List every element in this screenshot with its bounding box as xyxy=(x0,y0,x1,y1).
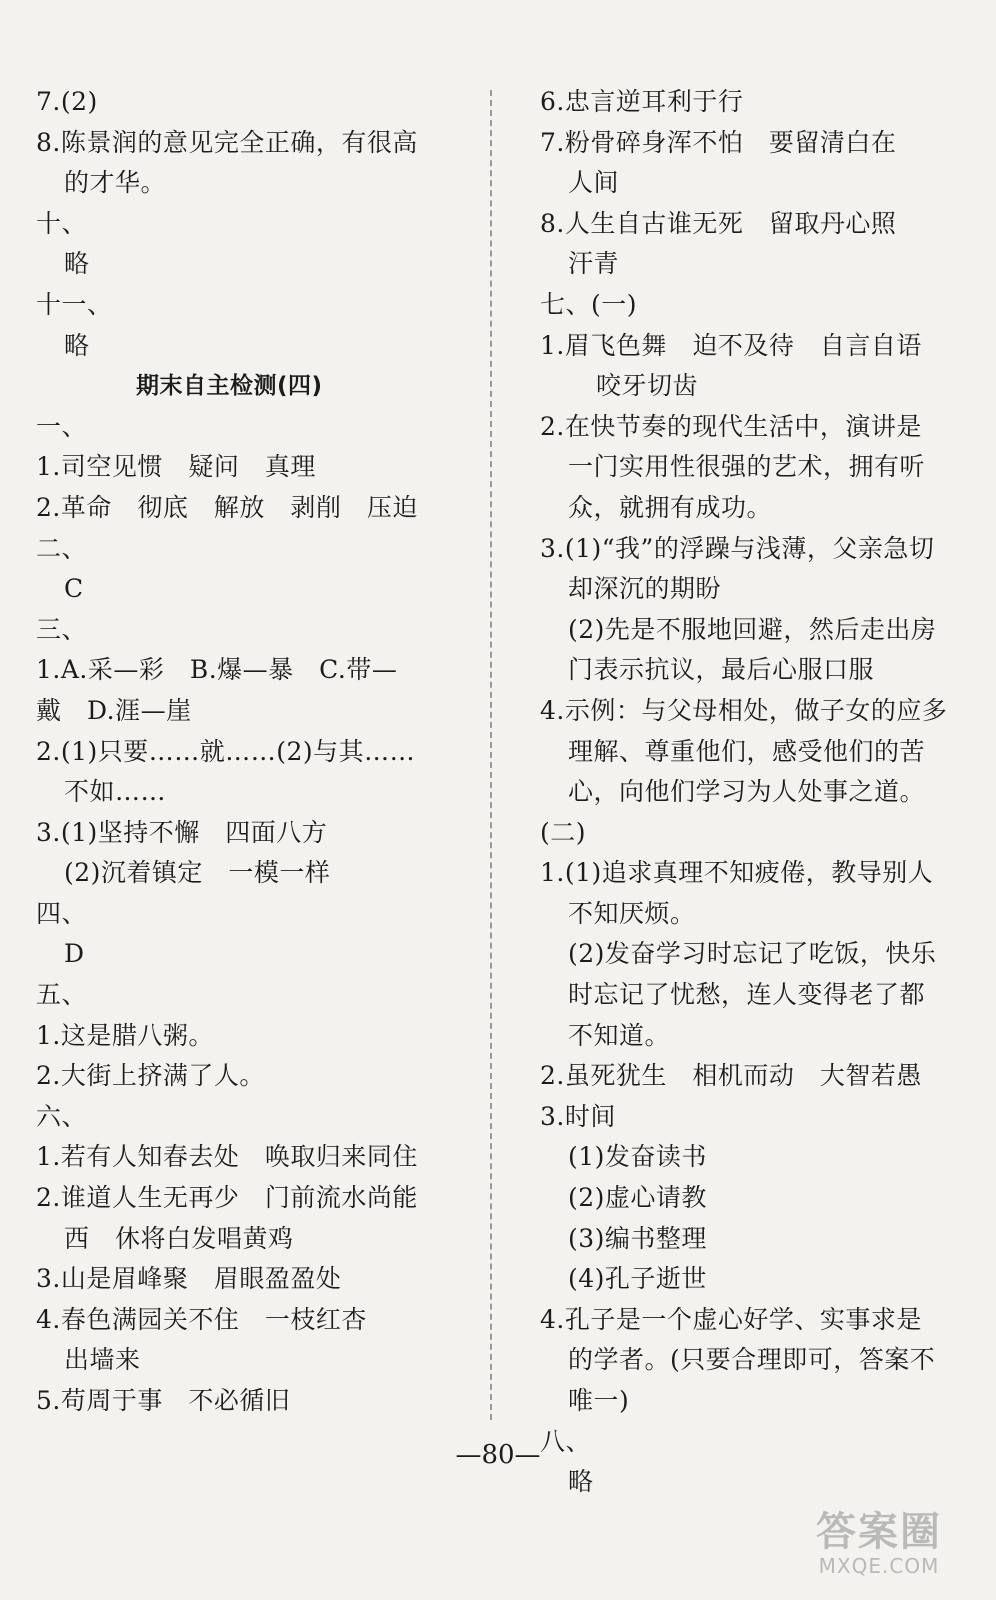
answer-line: 二、 xyxy=(36,533,88,563)
answer-line: (二) xyxy=(540,817,587,847)
answer-line: 6.忠言逆耳利于行 xyxy=(540,87,744,116)
answer-line: 2.革命 彻底 解放 剥削 压迫 xyxy=(36,492,418,522)
answer-line: 7.(2) xyxy=(36,87,98,116)
answer-line: 唯一) xyxy=(568,1386,630,1415)
answer-line: 的才华。 xyxy=(64,168,167,198)
answer-line: 却深沉的期盼 xyxy=(568,574,722,604)
answer-line: 3.时间 xyxy=(540,1101,616,1131)
answer-line: D xyxy=(64,939,85,969)
watermark-text: 答案圈 xyxy=(816,1509,942,1555)
answer-line: 一门实用性很强的艺术，拥有听 xyxy=(568,452,926,482)
page-number: —80— xyxy=(455,1440,541,1470)
answer-line: 5.苟周于事 不必循旧 xyxy=(36,1386,291,1415)
answer-line: 2.在快节奏的现代生活中，演讲是 xyxy=(540,411,922,441)
answer-line: 的学者。(只要合理即可，答案不 xyxy=(568,1345,936,1375)
answer-line: 略 xyxy=(64,330,90,360)
answer-line: 心，向他们学习为人处事之道。 xyxy=(568,777,926,807)
watermark-logo xyxy=(784,1510,974,1580)
answer-line: 十一、 xyxy=(36,289,113,319)
answer-line: C xyxy=(64,574,84,604)
answer-line: 8.人生自古谁无死 留取丹心照 xyxy=(540,208,897,238)
answer-line: 众，就拥有成功。 xyxy=(568,492,773,522)
answer-line: 戴 D.涯—崖 xyxy=(36,695,192,725)
answer-line: (1)发奋读书 xyxy=(568,1142,707,1172)
answer-line: 汗青 xyxy=(568,249,620,279)
answer-line: (4)孔子逝世 xyxy=(568,1264,707,1294)
answer-line: 2.(1)只要……就……(2)与其…… xyxy=(36,736,416,766)
answer-line: 七、(一) xyxy=(540,289,638,319)
answer-line: 西 休将白发唱黄鸡 xyxy=(64,1223,294,1253)
watermark-url: MXQE.COM xyxy=(818,1554,940,1578)
section-title: 期末自主检测(四) xyxy=(136,373,323,400)
answer-line: 咬牙切齿 xyxy=(596,371,699,401)
answer-line: 三、 xyxy=(36,614,88,644)
answer-line: 1.眉飞色舞 迫不及待 自言自语 xyxy=(540,330,922,360)
answer-line: (2)先是不服地回避，然后走出房 xyxy=(568,614,937,644)
answer-line: 十、 xyxy=(36,208,88,238)
answer-line: 1.这是腊八粥。 xyxy=(36,1020,214,1050)
answer-line: 一、 xyxy=(36,411,88,441)
answer-line: 1.若有人知春去处 唤取归来同住 xyxy=(36,1142,418,1172)
answer-line: 2.虽死犹生 相机而动 大智若愚 xyxy=(540,1061,922,1091)
left-answer-column xyxy=(36,82,456,1422)
answer-line: 8.陈景润的意见完全正确，有很高 xyxy=(36,127,418,157)
answer-line: 1.司空见惯 疑问 真理 xyxy=(36,452,316,482)
answer-line: 3.(1)“我”的浮躁与浅薄，父亲急切 xyxy=(540,533,935,563)
answer-line: 3.(1)坚持不懈 四面八方 xyxy=(36,817,328,847)
answer-line: (2)沉着镇定 一模一样 xyxy=(64,858,331,888)
answer-line: 略 xyxy=(568,1467,594,1497)
answer-line: 八、 xyxy=(540,1426,592,1456)
answer-line: 门表示抗议，最后心服口服 xyxy=(568,655,875,685)
answer-line: 五、 xyxy=(36,980,88,1010)
answer-line: 六、 xyxy=(36,1101,88,1131)
answer-line: 4.示例：与父母相处，做子女的应多 xyxy=(540,695,948,725)
answer-line: (2)发奋学习时忘记了吃饭，快乐 xyxy=(568,939,937,969)
answer-line: 不知道。 xyxy=(568,1020,671,1050)
answer-line: 略 xyxy=(64,249,90,279)
answer-line: (3)编书整理 xyxy=(568,1223,707,1253)
answer-line: 理解、尊重他们，感受他们的苦 xyxy=(568,736,926,766)
answer-line: 不知厌烦。 xyxy=(568,898,696,928)
answer-line: 2.大街上挤满了人。 xyxy=(36,1061,265,1091)
answer-line: 人间 xyxy=(568,168,620,198)
answer-line: 2.谁道人生无再少 门前流水尚能 xyxy=(36,1183,418,1213)
answer-line: 7.粉骨碎身浑不怕 要留清白在 xyxy=(540,127,897,157)
answer-line: 1.A.采—彩 B.爆—暴 C.带— xyxy=(36,655,398,685)
right-answer-column xyxy=(540,82,970,1503)
answer-line: 4.孔子是一个虚心好学、实事求是 xyxy=(540,1304,922,1334)
answer-line: 4.春色满园关不住 一枝红杏 xyxy=(36,1304,367,1334)
answer-line: 不如…… xyxy=(64,777,167,807)
answer-line: 1.(1)追求真理不知疲倦，教导别人 xyxy=(540,858,934,888)
answer-line: 四、 xyxy=(36,898,88,928)
answer-line: 3.山是眉峰聚 眉眼盈盈处 xyxy=(36,1264,342,1294)
answer-line: (2)虚心请教 xyxy=(568,1183,707,1213)
column-divider xyxy=(490,90,492,1420)
answer-line: 出墙来 xyxy=(64,1345,141,1375)
answer-line: 时忘记了忧愁，连人变得老了都 xyxy=(568,980,926,1010)
